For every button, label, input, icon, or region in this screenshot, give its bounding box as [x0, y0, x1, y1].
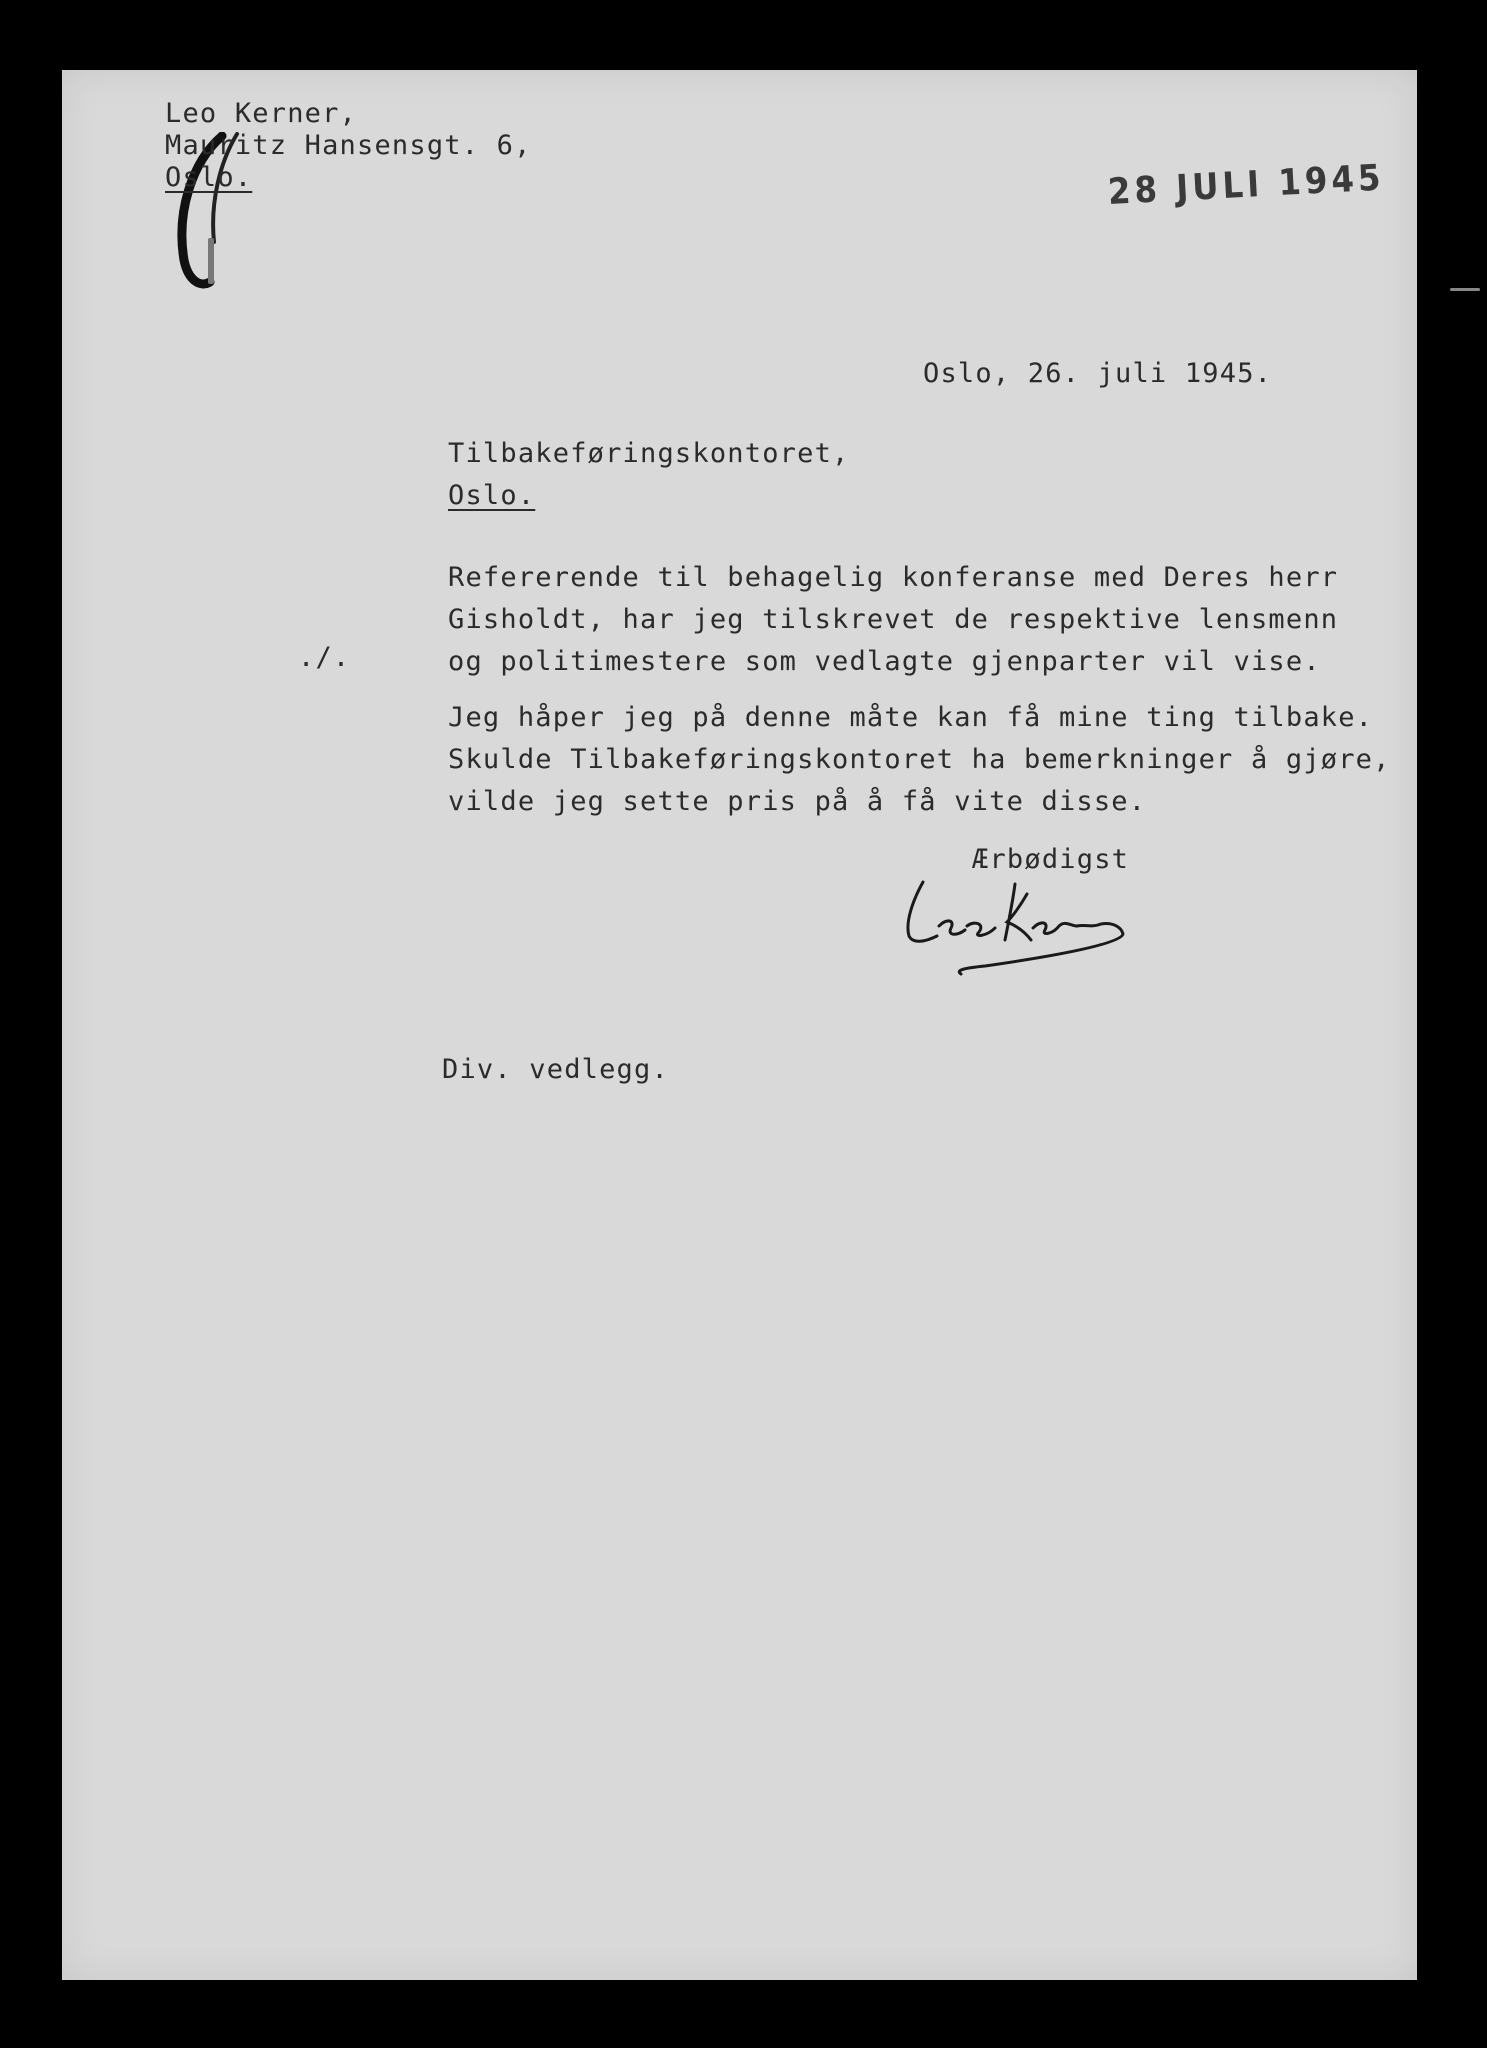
sender-city: Oslo. [165, 162, 253, 193]
paragraph-1-line-3: og politimestere som vedlagte gjenparter vil vise. [448, 646, 1321, 677]
recipient-city: Oslo. [448, 480, 536, 511]
paragraph-2-line-3: vilde jeg sette pris på å få vite disse. [448, 786, 1147, 817]
handwritten-signature [895, 870, 1155, 980]
place-date: Oslo, 26. juli 1945. [923, 358, 1273, 389]
enclosure-mark: ./. [298, 642, 351, 673]
paragraph-2-line-2: Skulde Tilbakeføringskontoret ha bemerkninger å gjøre, [448, 744, 1391, 775]
scan-speck [208, 238, 214, 284]
received-date-stamp: 28 JULI 1945 [1106, 157, 1386, 213]
sender-name: Leo Kerner, [165, 98, 358, 129]
sender-street: Mauritz Hansensgt. 6, [165, 130, 532, 161]
paragraph-1-line-2: Gisholdt, har jeg tilskrevet de respektive lensmenn [448, 604, 1339, 635]
paragraph-1-line-1: Refererende til behagelig konferanse med Deres herr [448, 562, 1339, 593]
scan-speck [1450, 288, 1480, 291]
paragraph-2-line-1: Jeg håper jeg på denne måte kan få mine ting tilbake. [448, 702, 1374, 733]
recipient-name: Tilbakeføringskontoret, [448, 438, 850, 469]
attachments: Div. vedlegg. [442, 1054, 669, 1085]
letter-page [62, 70, 1417, 1980]
closing: Ærbødigst [972, 844, 1130, 875]
